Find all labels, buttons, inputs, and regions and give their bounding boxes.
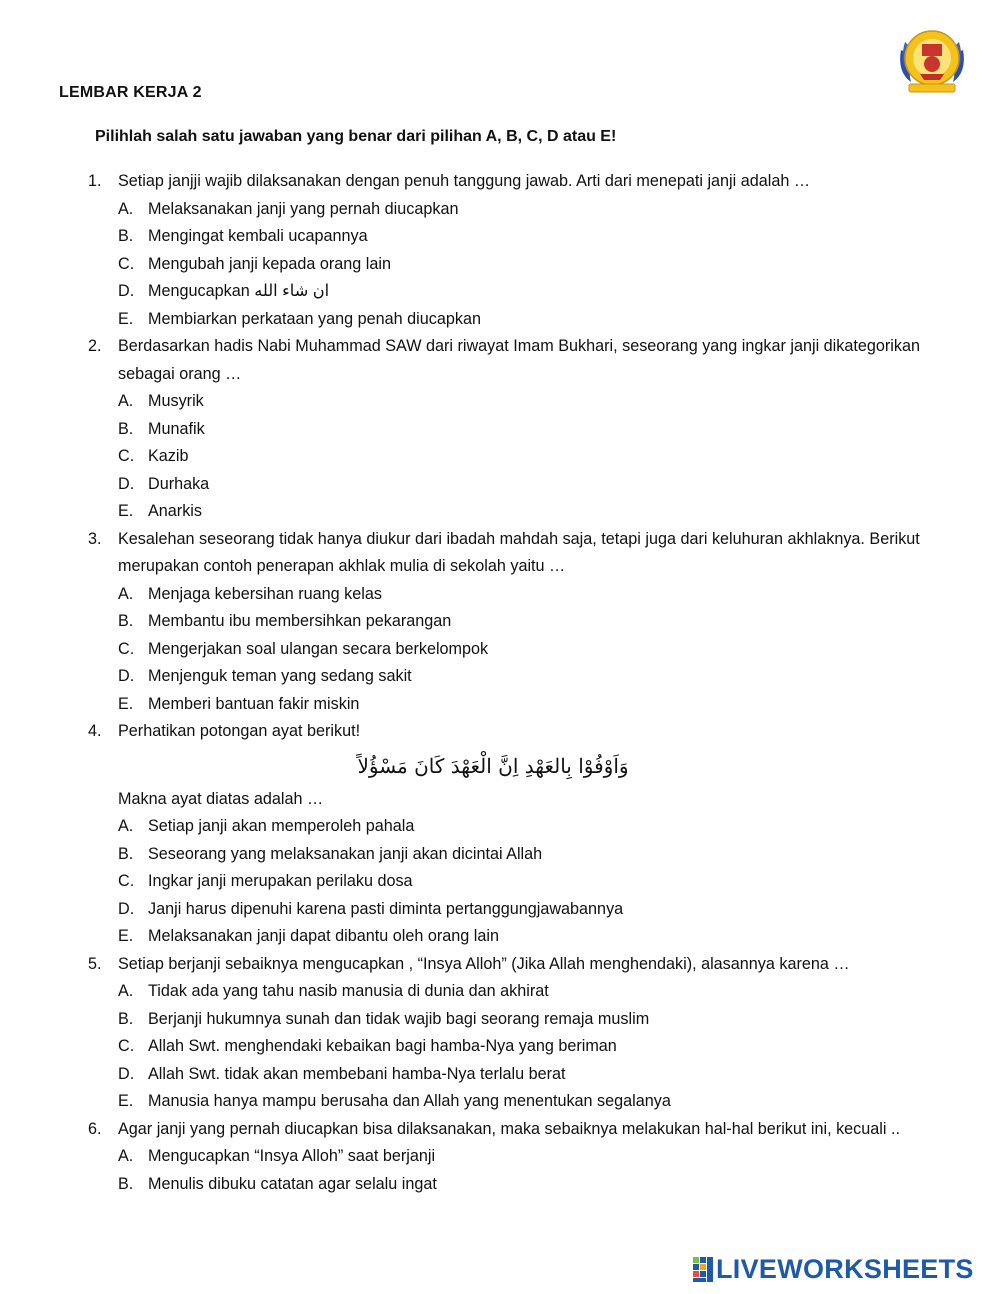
- option-item[interactable]: [118, 923, 958, 951]
- question-number: 2.: [88, 337, 102, 355]
- option-text: Melaksanakan janji yang pernah diucapkan: [148, 199, 459, 218]
- option-letter: B.: [118, 227, 134, 245]
- option-text: Durhaka: [148, 474, 210, 493]
- option-text: Ingkar janji merupakan perilaku dosa: [148, 872, 413, 890]
- option-item[interactable]: [118, 1061, 958, 1089]
- option-letter: C.: [118, 639, 135, 658]
- option-letter: A.: [118, 982, 134, 1000]
- school-emblem-icon: [895, 22, 969, 100]
- option-text: Berjanji hukumnya sunah dan tidak wajib bagi seorang remaja muslim: [148, 1009, 650, 1028]
- question-text: Perhatikan potongan ayat berikut!: [118, 722, 361, 740]
- option-letter: A.: [118, 199, 134, 218]
- option-item[interactable]: [118, 841, 958, 869]
- option-item[interactable]: [118, 978, 958, 1006]
- option-text: Menjenguk teman yang sedang sakit: [148, 667, 412, 685]
- option-text: Membantu ibu membersihkan pekarangan: [148, 612, 452, 630]
- option-text: Mengingat kembali ucapannya: [148, 227, 368, 245]
- question-1: [88, 168, 958, 333]
- question-5: [88, 951, 958, 1116]
- option-letter: A.: [118, 392, 134, 410]
- option-letter: D.: [118, 1064, 135, 1083]
- option-text: Kazib: [148, 447, 189, 465]
- option-item[interactable]: [118, 1143, 958, 1171]
- question-4: [88, 718, 958, 951]
- worksheet-title: LEMBAR KERJA 2: [59, 84, 202, 101]
- option-item[interactable]: [118, 608, 958, 636]
- option-item[interactable]: [118, 196, 958, 224]
- option-item[interactable]: [118, 691, 958, 719]
- option-list: [88, 196, 958, 334]
- question-3: [88, 526, 958, 719]
- question-text: Setiap janjji wajib dilaksanakan dengan penuh tanggung jawab. Arti dari menepati janji adalah …: [118, 172, 811, 190]
- option-letter: E.: [118, 1092, 134, 1110]
- option-text: Anarkis: [148, 502, 202, 520]
- option-text: Mengubah janji kepada orang lain: [148, 254, 391, 273]
- question-2: [88, 333, 958, 526]
- option-list: [88, 978, 958, 1116]
- option-letter: D.: [118, 899, 135, 918]
- option-text: Menjaga kebersihan ruang kelas: [148, 584, 382, 603]
- question-text: Kesalehan seseorang tidak hanya diukur dari ibadah mahdah saja, tetapi juga dari keluhuran akhlaknya. Berikut merupakan contoh penerapan akhlak mulia di sekolah yaitu …: [118, 529, 920, 575]
- option-item[interactable]: [118, 868, 958, 896]
- question-6: [88, 1116, 958, 1199]
- option-letter: C.: [118, 872, 135, 890]
- option-text: Memberi bantuan fakir miskin: [148, 694, 360, 713]
- liveworksheets-brand[interactable]: [693, 1254, 974, 1285]
- option-letter: D.: [118, 474, 135, 493]
- option-item[interactable]: [118, 896, 958, 924]
- option-text: Membiarkan perkataan yang penah diucapkan: [148, 309, 481, 328]
- option-item[interactable]: [118, 1033, 958, 1061]
- option-letter: C.: [118, 447, 135, 465]
- option-letter: B.: [118, 419, 134, 438]
- question-list: [88, 168, 958, 1198]
- option-item[interactable]: [118, 663, 958, 691]
- question-text: Agar janji yang pernah diucapkan bisa dilaksanakan, maka sebaiknya melakukan hal-hal berikut ini, kecuali ..: [118, 1119, 900, 1138]
- option-letter: D.: [118, 282, 135, 300]
- option-letter: A.: [118, 1147, 134, 1165]
- option-letter: E.: [118, 927, 134, 945]
- option-letter: E.: [118, 309, 134, 328]
- option-text: Manusia hanya mampu berusaha dan Allah yang menentukan segalanya: [148, 1092, 671, 1110]
- question-number: 5.: [88, 954, 102, 973]
- option-item[interactable]: [118, 306, 958, 334]
- option-text: Menulis dibuku catatan agar selalu ingat: [148, 1174, 437, 1193]
- question-number: 3.: [88, 529, 102, 548]
- option-letter: B.: [118, 1009, 134, 1028]
- option-list: [88, 388, 958, 526]
- option-text: Mengerjakan soal ulangan secara berkelompok: [148, 639, 489, 658]
- option-list: [88, 1143, 958, 1198]
- option-letter: A.: [118, 584, 134, 603]
- option-text: Melaksanakan janji dapat dibantu oleh orang lain: [148, 927, 499, 945]
- option-letter: B.: [118, 612, 134, 630]
- option-item[interactable]: [118, 471, 958, 499]
- option-letter: D.: [118, 667, 135, 685]
- option-text: Seseorang yang melaksanakan janji akan dicintai Allah: [148, 844, 543, 863]
- option-item[interactable]: [118, 636, 958, 664]
- option-letter: E.: [118, 502, 134, 520]
- option-text: Setiap janji akan memperoleh pahala: [148, 817, 415, 835]
- option-item[interactable]: [118, 443, 958, 471]
- option-text: Mengucapkan “Insya Alloh” saat berjanji: [148, 1147, 436, 1165]
- question-text: Setiap berjanji sebaiknya mengucapkan , “Insya Alloh” (Jika Allah menghendaki), alasannya karena …: [118, 954, 850, 973]
- arabic-verse: وَاَوْفُوْا بِالعَهْدِ اِنَّ الْعَهْدَ كَانَ مَسْؤُلاً: [357, 753, 629, 778]
- option-letter: C.: [118, 254, 135, 273]
- question-number: 1.: [88, 172, 102, 190]
- liveworksheets-wordmark: LIVEWORKSHEETS: [716, 1254, 974, 1284]
- option-letter: E.: [118, 694, 134, 713]
- option-text: Tidak ada yang tahu nasib manusia di dunia dan akhirat: [148, 982, 549, 1000]
- option-letter: B.: [118, 844, 134, 863]
- option-item[interactable]: [118, 581, 958, 609]
- option-item[interactable]: [118, 813, 958, 841]
- option-list: [88, 581, 958, 719]
- option-text: Allah Swt. tidak akan membebani hamba-Nya terlalu berat: [148, 1064, 566, 1083]
- option-item[interactable]: [118, 251, 958, 279]
- option-letter: C.: [118, 1037, 135, 1055]
- option-text: Allah Swt. menghendaki kebaikan bagi hamba-Nya yang beriman: [148, 1037, 617, 1055]
- option-item[interactable]: [118, 388, 958, 416]
- option-item[interactable]: [118, 223, 958, 251]
- option-item[interactable]: [118, 1088, 958, 1116]
- option-item[interactable]: [118, 416, 958, 444]
- option-item[interactable]: [118, 1171, 958, 1199]
- option-text: Musyrik: [148, 392, 204, 410]
- option-letter: A.: [118, 817, 134, 835]
- option-letter: B.: [118, 1174, 134, 1193]
- option-text: Mengucapkan ان شاء الله: [148, 282, 330, 300]
- option-item[interactable]: [118, 498, 958, 526]
- option-text: Munafik: [148, 419, 205, 438]
- question-number: 4.: [88, 722, 102, 740]
- instruction-text: Pilihlah salah satu jawaban yang benar dari pilihan A, B, C, D atau E!: [95, 128, 617, 145]
- liveworksheets-logo-icon: [693, 1257, 713, 1283]
- option-list: [88, 813, 958, 951]
- option-item[interactable]: [118, 278, 958, 306]
- question-text: Berdasarkan hadis Nabi Muhammad SAW dari riwayat Imam Bukhari, seseorang yang ingkar janji dikategorikan sebagai orang …: [118, 337, 920, 383]
- option-item[interactable]: [118, 1006, 958, 1034]
- question-followup: Makna ayat diatas adalah …: [118, 789, 324, 808]
- question-number: 6.: [88, 1119, 102, 1138]
- option-text: Janji harus dipenuhi karena pasti diminta pertanggungjawabannya: [148, 899, 624, 918]
